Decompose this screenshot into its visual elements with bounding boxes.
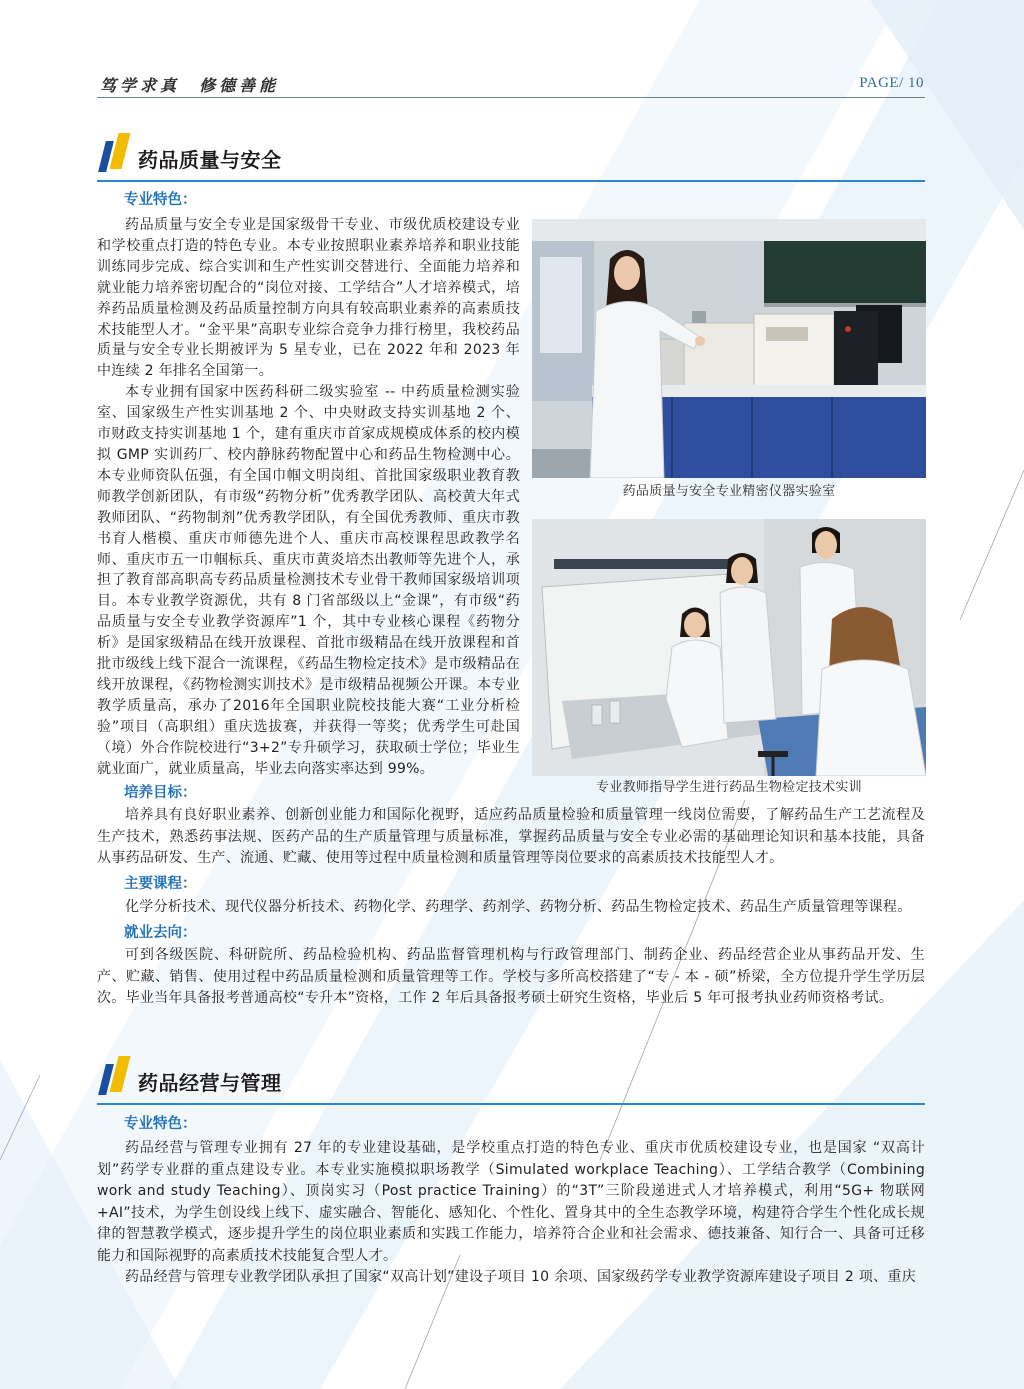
photo-caption: 专业教师指导学生进行药品生物检定技术实训 [595,780,862,795]
photo-bio-assay-training-image [532,519,926,776]
section-title-icon [100,133,130,173]
features-label: 专业特色： [124,1116,197,1132]
features-paragraph: 药品质量与安全专业是国家级骨干专业、市级优质校建设专业和学校重点打造的特色专业。本专业按照职业素养培养和职业技能训练同步完成、综合实训和生产性实训交替进行、全面能力培养和就业能力培养密切配合的“岗位对接、工学结合”人才培养模式，培养药品质量检测及药品质量控制方向具有较高职业素养的高素质技术技能型人才。“金平果”高职专业综合竞争力排行榜里，我校药品质量与安全专业长期被评为 5 星专业，已在 2022 年和 2023 年中连续 2 年排名全国第一。 [97,217,520,380]
career-paragraph: 可到各级医院、科研院所、药品检验机构、药品监督管理机构与行政管理部门、制药企业、药品经营企业从事药品开发、生产、贮藏、销售、使用过程中药品质量检测和质量管理等工作。学校与多所高校搭建了“专 - 本 - 硕”桥梁，全方位提升学生学历层次。毕业当年具备报考普通高校“专升本”资格，工作 2 年后具备报考硕士研究生资格，毕业后 5 年可报考执业药师资格考试。 [97,947,925,1006]
courses-label: 主要课程： [124,876,197,892]
goal-text [97,805,925,870]
header-divider [97,97,925,98]
section-title-icon [100,1056,130,1096]
courses-paragraph: 化学分析技术、现代仪器分析技术、药物化学、药理学、药剂学、药物分析、药品生物检定技术、药品生产质量管理等课程。 [125,899,912,915]
features-text [97,1138,925,1289]
photo-bio-assay-training [532,519,926,776]
icon-yellow-bar [110,133,131,169]
header-motto: 笃学求真 修德善能 [100,76,280,95]
section-title: 药品经营与管理 [138,1071,282,1095]
features-paragraph: 本专业拥有国家中医药科研二级实验室 -- 中药质量检测实验室、国家级生产性实训基地 2 个、中央财政支持实训基地 2 个、市财政支持实训基地 1 个，建有重庆市首家成规模成体系的校内模拟 GMP 实训药厂、校内静脉药物配置中心和药品生物检测中心。本专业师资队伍强，有全国巾帼文明岗组、首批国家级职业教育教师教学创新团队，有市级“药物分析”优秀教学团队、高校黄大年式教师团队、“药物制剂”优秀教学团队，有全国优秀教师、重庆市教书育人楷模、重庆市师德先进个人、重庆市高校课程思政教学名师、重庆市五一巾帼标兵、重庆市黄炎培杰出教师等先进个人，承担了教育部高职高专药品质量检测技术专业骨干教师国家级培训项目。本专业教学资源优，共有 8 门省部级以上“金课”，有市级“药品质量与安全专业教学资源库”1 个，其中专业核心课程《药物分析》是国家级精品在线开放课程、首批市级精品在线开放课程和首批市级线上线下混合一流课程，《药品生物检定技术》是市级精品在线开放课程，《药物检测实训技术》是市级精品视频公开课。本专业教学质量高，承办了2016年全国职业院校技能大赛“工业分析检验”项目（高职组）重庆选拔赛，并获得一等奖；优秀学生可赴国（境）外合作院校进行“3+2”专升硕学习，获取硕士学位；毕业生就业面广，就业质量高，毕业去向落实率达到 99%。 [97,384,520,777]
section-title-rule [97,180,925,182]
goal-label: 培养目标： [124,785,197,801]
section-title: 药品质量与安全 [138,148,282,172]
section-title-rule [97,1103,925,1105]
page-number: PAGE/ 10 [859,75,924,91]
courses-text [97,897,925,919]
career-text [97,945,925,1010]
photo-caption: 药品质量与安全专业精密仪器实验室 [622,484,836,499]
career-label: 就业去向： [124,925,197,941]
goal-paragraph: 培养具有良好职业素养、创新创业能力和国际化视野，适应药品质量检验和质量管理一线岗位需要，了解药品生产工艺流程及生产技术，熟悉药事法规、医药产品的生产质量管理与质量标准，掌握药品质量与安全专业必需的基础理论知识和基本技能，具备从事药品研发、生产、流通、贮藏、使用等过程中质量检测和质量管理等岗位要求的高素质技术技能型人才。 [97,807,925,866]
icon-yellow-bar [110,1056,131,1092]
photo-instrument-lab-image [532,219,926,478]
photo-instrument-lab [532,219,926,478]
features-label: 专业特色： [124,192,197,208]
features-text [97,215,520,779]
features-paragraph: 药品经营与管理专业拥有 27 年的专业建设基础，是学校重点打造的特色专业、重庆市优质校建设专业，也是国家 “双高计划”药学专业群的重点建设专业。本专业实施模拟职场教学（Simulated workplace Teaching）、工学结合教学（Combining work and study Teaching）、顶岗实习（Post practice Training）的“3T”三阶段递进式人才培养模式，利用“5G+ 物联网 +AI”技术，为学生创设线上线下、虚实融合、智能化、感知化、个性化、置身其中的全生态教学环境，构建符合学生个性化成长规律的智慧教学模式，逐步提升学生的岗位职业素质和实践工作能力，培养符合企业和社会需求、德技兼备、知行合一、具备可迁移能力和国际视野的高素质技术技能复合型人才。 [97,1140,925,1264]
features-paragraph: 药品经营与管理专业教学团队承担了国家“双高计划”建设子项目 10 余项、国家级药学专业教学资源库建设子项目 2 项、重庆 [125,1269,917,1285]
